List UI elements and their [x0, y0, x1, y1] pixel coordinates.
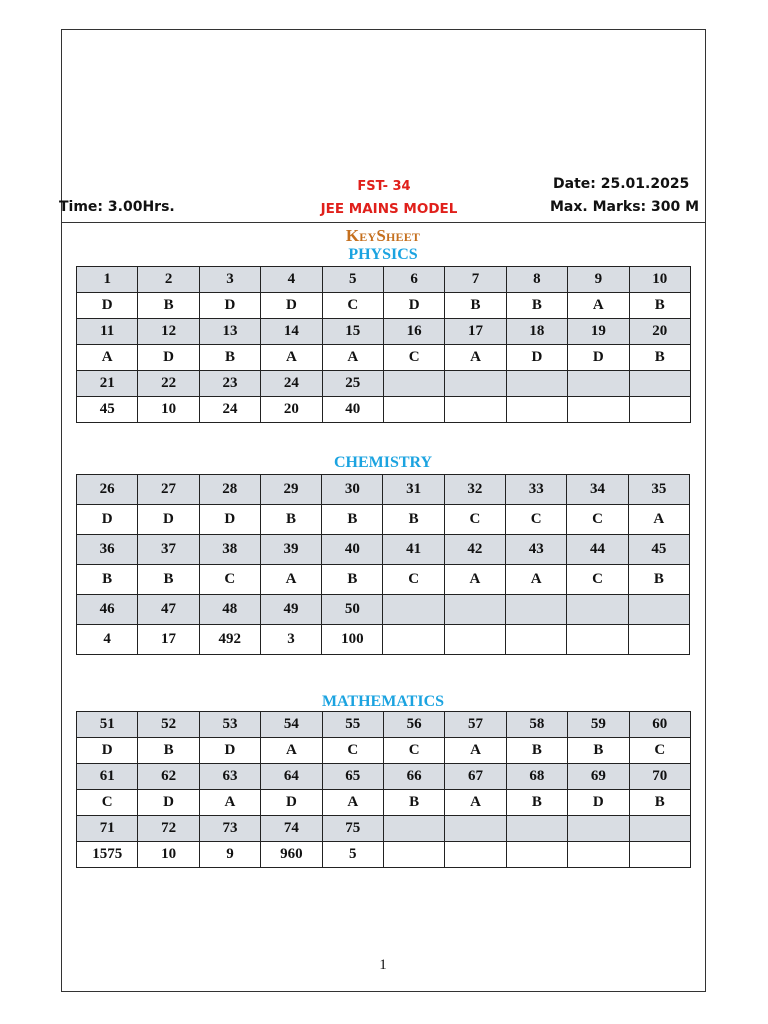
question-number-cell: 36	[77, 535, 138, 565]
question-number-row	[77, 371, 691, 397]
question-number-cell	[445, 371, 506, 397]
question-number-cell: 52	[138, 712, 199, 738]
question-number-cell	[506, 371, 567, 397]
question-number-cell	[383, 371, 444, 397]
question-number-cell: 59	[568, 712, 629, 738]
answer-cell: C	[383, 345, 444, 371]
answer-cell: B	[628, 565, 689, 595]
answer-row	[77, 345, 691, 371]
question-number-cell: 46	[77, 595, 138, 625]
answer-cell: A	[445, 345, 506, 371]
question-number-cell	[568, 371, 629, 397]
question-number-cell: 67	[445, 764, 506, 790]
answer-row	[77, 842, 691, 868]
answer-cell: B	[322, 565, 383, 595]
answer-cell: D	[77, 505, 138, 535]
answer-cell: B	[138, 565, 199, 595]
question-number-cell: 57	[445, 712, 506, 738]
answer-cell: B	[506, 790, 567, 816]
answer-cell: C	[322, 738, 383, 764]
question-number-cell: 32	[444, 475, 505, 505]
answer-cell: A	[261, 345, 322, 371]
question-number-cell: 21	[77, 371, 138, 397]
answer-cell: 1575	[77, 842, 138, 868]
question-number-cell: 1	[77, 267, 138, 293]
answer-cell: A	[77, 345, 138, 371]
answer-cell: A	[506, 565, 567, 595]
question-number-cell: 65	[322, 764, 383, 790]
answer-cell: D	[138, 790, 199, 816]
answer-row	[77, 397, 691, 423]
answer-cell: 10	[138, 842, 199, 868]
question-number-cell: 11	[77, 319, 138, 345]
question-number-cell: 69	[568, 764, 629, 790]
answer-cell: D	[199, 505, 260, 535]
question-number-cell: 42	[444, 535, 505, 565]
question-number-cell	[444, 595, 505, 625]
question-number-cell: 20	[629, 319, 690, 345]
answer-cell: D	[77, 293, 138, 319]
question-number-cell: 35	[628, 475, 689, 505]
answer-cell: 4	[77, 625, 138, 655]
question-number-cell: 4	[261, 267, 322, 293]
question-number-cell: 61	[77, 764, 138, 790]
question-number-cell: 44	[567, 535, 628, 565]
question-number-cell: 70	[629, 764, 690, 790]
answer-cell: C	[567, 565, 628, 595]
answer-cell: D	[568, 345, 629, 371]
header-divider	[61, 222, 706, 223]
answer-cell: B	[199, 345, 260, 371]
answer-cell	[568, 397, 629, 423]
physics-key-table	[76, 266, 691, 423]
question-number-row	[77, 267, 691, 293]
question-number-cell: 30	[322, 475, 383, 505]
question-number-cell: 49	[260, 595, 321, 625]
question-number-cell: 48	[199, 595, 260, 625]
question-number-cell: 38	[199, 535, 260, 565]
answer-cell: D	[261, 293, 322, 319]
answer-row	[77, 738, 691, 764]
answer-cell: B	[506, 738, 567, 764]
question-number-cell: 2	[138, 267, 199, 293]
answer-cell: 3	[260, 625, 321, 655]
answer-cell: B	[506, 293, 567, 319]
question-number-cell: 39	[260, 535, 321, 565]
question-number-cell: 60	[629, 712, 690, 738]
mathematics-key-table	[76, 711, 691, 868]
question-number-cell: 22	[138, 371, 199, 397]
answer-cell	[383, 625, 444, 655]
answer-cell	[567, 625, 628, 655]
question-number-cell: 29	[260, 475, 321, 505]
question-number-cell: 73	[199, 816, 260, 842]
answer-cell: C	[77, 790, 138, 816]
question-number-cell: 33	[506, 475, 567, 505]
question-number-cell: 68	[506, 764, 567, 790]
question-number-cell: 51	[77, 712, 138, 738]
answer-cell: A	[199, 790, 260, 816]
question-number-cell: 66	[383, 764, 444, 790]
question-number-cell: 63	[199, 764, 260, 790]
exam-date: Date: 25.01.2025	[553, 176, 690, 192]
question-number-row	[77, 319, 691, 345]
answer-cell	[506, 842, 567, 868]
answer-cell: D	[568, 790, 629, 816]
question-number-cell: 9	[568, 267, 629, 293]
answer-cell	[628, 625, 689, 655]
answer-cell: A	[322, 345, 383, 371]
answer-cell: 5	[322, 842, 383, 868]
question-number-cell	[506, 595, 567, 625]
question-number-cell: 12	[138, 319, 199, 345]
question-number-cell: 26	[77, 475, 138, 505]
answer-cell	[506, 625, 567, 655]
question-number-cell	[506, 816, 567, 842]
question-number-row	[77, 764, 691, 790]
answer-cell: C	[199, 565, 260, 595]
answer-cell: D	[77, 738, 138, 764]
answer-cell: C	[383, 565, 444, 595]
test-code: FST- 34	[357, 179, 411, 194]
answer-row	[77, 790, 691, 816]
question-number-cell	[568, 816, 629, 842]
question-number-cell	[629, 371, 690, 397]
answer-cell: C	[444, 505, 505, 535]
question-number-cell: 71	[77, 816, 138, 842]
answer-cell: B	[629, 345, 690, 371]
answer-row	[77, 625, 690, 655]
answer-cell: B	[383, 790, 444, 816]
answer-cell: A	[568, 293, 629, 319]
question-number-cell: 72	[138, 816, 199, 842]
answer-cell: 45	[77, 397, 138, 423]
question-number-row	[77, 595, 690, 625]
question-number-cell: 6	[383, 267, 444, 293]
question-number-cell: 5	[322, 267, 383, 293]
question-number-cell: 27	[138, 475, 199, 505]
answer-cell: B	[260, 505, 321, 535]
question-number-row	[77, 712, 691, 738]
answer-cell: D	[199, 293, 260, 319]
question-number-cell: 40	[322, 535, 383, 565]
answer-cell	[629, 842, 690, 868]
answer-cell: A	[261, 738, 322, 764]
question-number-cell: 23	[199, 371, 260, 397]
answer-cell: 492	[199, 625, 260, 655]
section-title-chemistry: CHEMISTRY	[333, 454, 433, 471]
answer-cell: 40	[322, 397, 383, 423]
answer-cell	[629, 397, 690, 423]
answer-cell	[444, 625, 505, 655]
answer-cell: 24	[199, 397, 260, 423]
question-number-cell	[445, 816, 506, 842]
question-number-cell: 13	[199, 319, 260, 345]
question-number-cell: 53	[199, 712, 260, 738]
question-number-cell: 54	[261, 712, 322, 738]
answer-cell: D	[199, 738, 260, 764]
answer-cell: 20	[261, 397, 322, 423]
page-number: 1	[379, 957, 387, 973]
answer-cell	[506, 397, 567, 423]
question-number-cell	[383, 595, 444, 625]
answer-cell: A	[444, 565, 505, 595]
question-number-cell: 19	[568, 319, 629, 345]
answer-cell: B	[445, 293, 506, 319]
question-number-cell: 7	[445, 267, 506, 293]
question-number-row	[77, 475, 690, 505]
section-title-mathematics: MATHEMATICS	[321, 693, 445, 710]
question-number-cell	[628, 595, 689, 625]
answer-cell: C	[567, 505, 628, 535]
answer-cell: A	[322, 790, 383, 816]
answer-cell: D	[506, 345, 567, 371]
keysheet-title: KeySheet	[345, 226, 421, 245]
answer-cell: 10	[138, 397, 199, 423]
question-number-cell	[629, 816, 690, 842]
question-number-cell: 37	[138, 535, 199, 565]
question-number-cell: 43	[506, 535, 567, 565]
answer-cell: B	[138, 738, 199, 764]
question-number-cell: 24	[261, 371, 322, 397]
answer-cell	[445, 397, 506, 423]
question-number-cell: 16	[383, 319, 444, 345]
answer-cell: 17	[138, 625, 199, 655]
question-number-cell: 41	[383, 535, 444, 565]
question-number-row	[77, 535, 690, 565]
answer-cell: B	[568, 738, 629, 764]
question-number-cell: 62	[138, 764, 199, 790]
answer-cell: D	[138, 345, 199, 371]
question-number-cell	[383, 816, 444, 842]
answer-row	[77, 293, 691, 319]
question-number-row	[77, 816, 691, 842]
question-number-cell: 3	[199, 267, 260, 293]
answer-cell: 9	[199, 842, 260, 868]
question-number-cell: 31	[383, 475, 444, 505]
answer-row	[77, 565, 690, 595]
question-number-cell: 10	[629, 267, 690, 293]
question-number-cell: 64	[261, 764, 322, 790]
answer-cell	[445, 842, 506, 868]
question-number-cell: 17	[445, 319, 506, 345]
answer-cell: A	[445, 790, 506, 816]
answer-cell: A	[628, 505, 689, 535]
answer-cell: B	[629, 790, 690, 816]
section-title-physics: PHYSICS	[348, 246, 418, 263]
answer-cell: C	[506, 505, 567, 535]
question-number-cell: 55	[322, 712, 383, 738]
answer-cell: B	[383, 505, 444, 535]
question-number-cell: 45	[628, 535, 689, 565]
answer-row	[77, 505, 690, 535]
answer-cell: D	[261, 790, 322, 816]
question-number-cell: 28	[199, 475, 260, 505]
question-number-cell: 18	[506, 319, 567, 345]
question-number-cell: 15	[322, 319, 383, 345]
question-number-cell: 56	[383, 712, 444, 738]
question-number-cell: 74	[261, 816, 322, 842]
answer-cell	[383, 397, 444, 423]
answer-cell: B	[322, 505, 383, 535]
answer-cell: C	[629, 738, 690, 764]
question-number-cell: 34	[567, 475, 628, 505]
exam-time: Time: 3.00Hrs.	[59, 199, 175, 215]
question-number-cell: 50	[322, 595, 383, 625]
question-number-cell: 8	[506, 267, 567, 293]
question-number-cell: 47	[138, 595, 199, 625]
answer-cell: A	[260, 565, 321, 595]
answer-cell	[568, 842, 629, 868]
question-number-cell: 75	[322, 816, 383, 842]
answer-cell: 960	[261, 842, 322, 868]
max-marks: Max. Marks: 300 M	[550, 199, 700, 215]
answer-cell	[383, 842, 444, 868]
answer-cell: D	[138, 505, 199, 535]
answer-cell: C	[322, 293, 383, 319]
answer-cell: C	[383, 738, 444, 764]
answer-cell: 100	[322, 625, 383, 655]
question-number-cell: 14	[261, 319, 322, 345]
chemistry-key-table	[76, 474, 690, 655]
question-number-cell	[567, 595, 628, 625]
answer-cell: B	[138, 293, 199, 319]
answer-cell: D	[383, 293, 444, 319]
question-number-cell: 58	[506, 712, 567, 738]
answer-cell: B	[77, 565, 138, 595]
question-number-cell: 25	[322, 371, 383, 397]
test-name: JEE MAINS MODEL	[320, 201, 458, 217]
answer-cell: A	[445, 738, 506, 764]
answer-cell: B	[629, 293, 690, 319]
